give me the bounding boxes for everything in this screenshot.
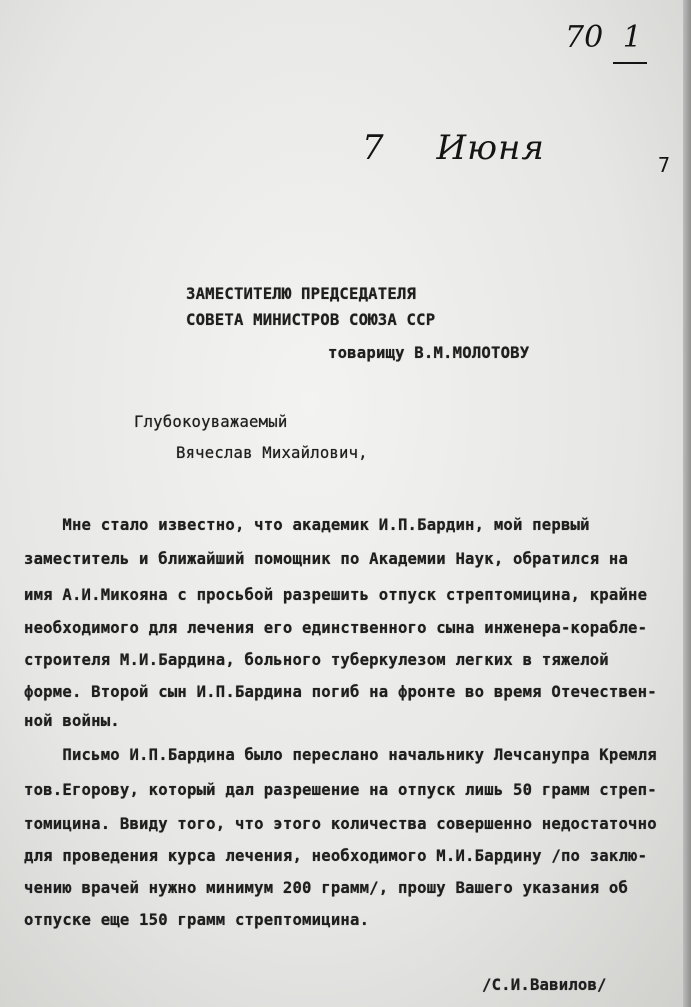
- addressee-line-1: ЗАМЕСТИТЕЛЮ ПРЕДСЕДАТЕЛЯ: [186, 285, 417, 303]
- salutation-line-1: Глубокоуважаемый: [134, 413, 288, 431]
- body-line: имя А.И.Микояна с просьбой разрешить отпуск стрептомицина, крайне: [24, 586, 648, 604]
- body-line: необходимого для лечения его единственного сына инженера-корабле-: [24, 619, 648, 637]
- body-line: строителя М.И.Бардина, больного туберкулезом легких в тяжелой: [24, 651, 609, 669]
- handwritten-month: Июня: [436, 128, 545, 168]
- handwritten-sheet: 1: [622, 20, 642, 55]
- body-line: для проведения курса лечения, необходимого М.И.Бардину /по заклю-: [24, 847, 648, 865]
- body-line: тов.Егорову, который дал разрешение на отпуск лишь 50 грамм стреп-: [24, 781, 657, 799]
- handwritten-underline: [613, 62, 647, 64]
- body-line: чению врачей нужно минимум 200 грамм/, прошу Вашего указания об: [24, 879, 629, 897]
- body-line: форме. Второй сын И.П.Бардина погиб на фронте во время Отечествен-: [24, 683, 657, 701]
- body-line: заместитель и ближайший помощник по Академии Наук, обратился на: [24, 550, 629, 568]
- handwritten-archive-number: [565, 20, 642, 55]
- body-line: Письмо И.П.Бардина было переслано начальнику Лечсанупра Кремля: [24, 746, 657, 764]
- body-line: Мне стало известно, что академик И.П.Бардин, мой первый: [24, 516, 590, 534]
- handwritten-date: [362, 128, 545, 168]
- body-line: ной войны.: [24, 712, 120, 730]
- addressee-line-3: товарищу В.М.МОЛОТОВУ: [328, 344, 530, 362]
- body-line: отпуске еще 150 грамм стрептомицина.: [24, 911, 370, 929]
- page-edge-shadow: [683, 0, 691, 1007]
- handwritten-day: 7: [362, 128, 385, 168]
- page-number: 7: [658, 153, 671, 177]
- signature: /С.И.Вавилов/: [482, 976, 607, 994]
- addressee-line-2: СОВЕТА МИНИСТРОВ СОЮЗА ССР: [186, 311, 436, 329]
- salutation-line-2: Вячеслав Михайлович,: [176, 444, 368, 462]
- body-line: томицина. Ввиду того, что этого количества совершенно недостаточно: [24, 815, 657, 833]
- handwritten-number: 70: [565, 20, 604, 55]
